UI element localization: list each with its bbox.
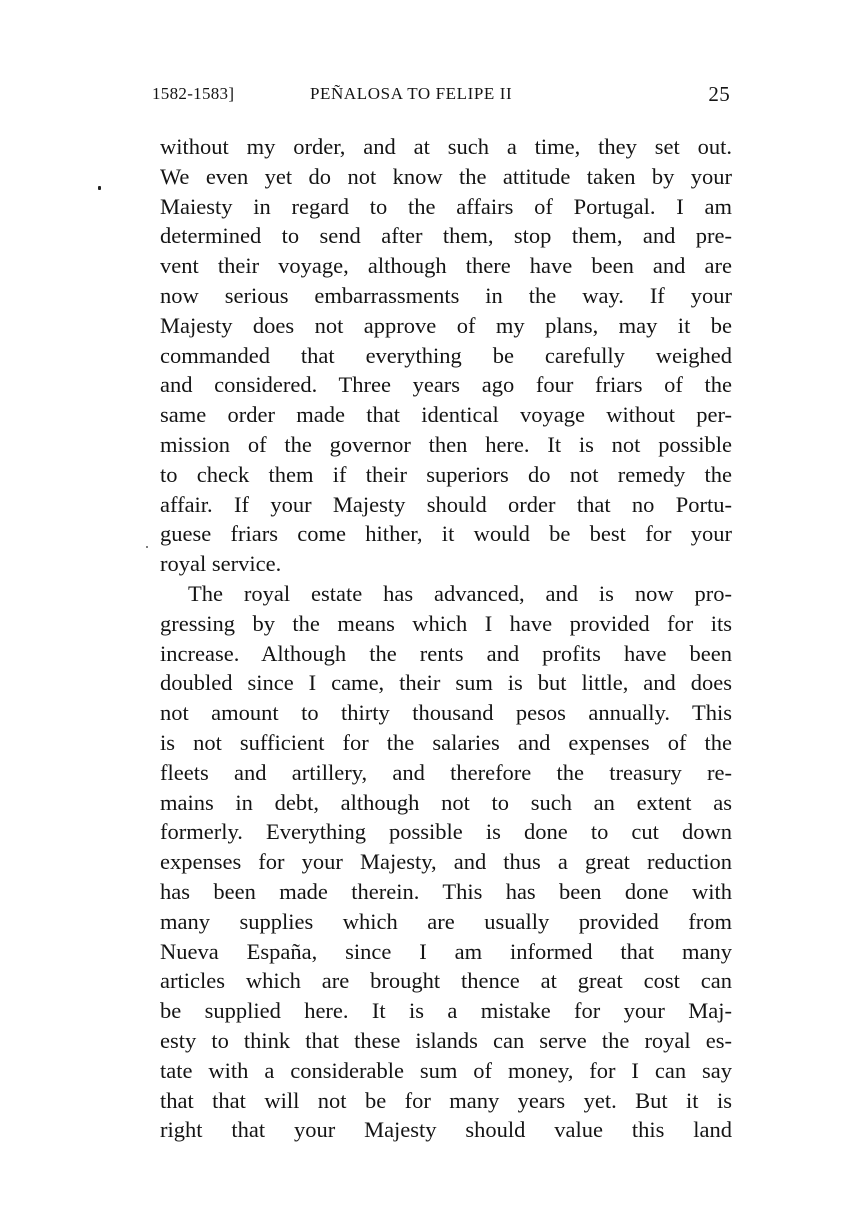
text-line: Nueva España, since I am informed that many	[160, 938, 732, 964]
page-number: 25	[708, 82, 730, 106]
text-line: commanded that everything be carefully weighed	[160, 342, 732, 368]
text-line: formerly. Everything possible is done to cut down	[160, 819, 732, 845]
text-line: right that your Majesty should value this land	[160, 1117, 732, 1143]
text-line: vent their voyage, although there have been and are	[160, 253, 732, 279]
text-line: doubled since I came, their sum is but little, and does	[160, 670, 732, 696]
text-line: Majesty does not approve of my plans, may it be	[160, 312, 732, 338]
text-line: has been made therein. This has been done with	[160, 878, 732, 904]
text-line: mission of the governor then here. It is not possible	[160, 431, 732, 457]
text-line: Maiesty in regard to the affairs of Portugal. I am	[160, 193, 732, 219]
text-line: many supplies which are usually provided from	[160, 908, 732, 934]
text-line: be supplied here. It is a mistake for your Maj-	[160, 998, 732, 1024]
text-line: determined to send after them, stop them, and pre-	[160, 223, 732, 249]
text-line: without my order, and at such a time, they set out.	[160, 134, 732, 159]
text-line: We even yet do not know the attitude taken by your	[160, 163, 732, 189]
text-line: not amount to thirty thousand pesos annually. This	[160, 700, 732, 726]
text-line: mains in debt, although not to such an extent as	[160, 789, 732, 815]
text-line: and considered. Three years ago four friars of the	[160, 372, 732, 398]
text-line: same order made that identical voyage without per-	[160, 402, 732, 428]
text-line: expenses for your Majesty, and thus a great reduction	[160, 849, 732, 875]
text-line: increase. Although the rents and profits have been	[160, 640, 732, 666]
text-line: now serious embarrassments in the way. If your	[160, 282, 732, 308]
text-line: royal service.	[160, 551, 282, 577]
print-speck	[146, 546, 148, 548]
text-line: esty to think that these islands can serve the royal es-	[160, 1027, 732, 1053]
text-line: The royal estate has advanced, and is now pro-	[188, 580, 732, 606]
text-line: affair. If your Majesty should order that no Portu-	[160, 491, 732, 517]
text-line: is not sufficient for the salaries and expenses of the	[160, 729, 732, 755]
running-head-years: 1582-1583]	[152, 84, 235, 103]
text-line: guese friars come hither, it would be best for your	[160, 521, 732, 547]
body-text	[160, 132, 732, 1145]
running-head-title: PEÑALOSA TO FELIPE II	[310, 84, 513, 103]
text-line: articles which are brought thence at great cost can	[160, 968, 732, 994]
text-line: gressing by the means which I have provided for its	[160, 610, 732, 636]
text-line: fleets and artillery, and therefore the treasury re-	[160, 759, 732, 785]
text-line: that that will not be for many years yet. But it is	[160, 1087, 732, 1113]
text-line: to check them if their superiors do not remedy the	[160, 461, 732, 487]
running-head	[152, 84, 732, 110]
print-speck	[98, 186, 101, 190]
text-line: tate with a considerable sum of money, for I can say	[160, 1057, 732, 1083]
